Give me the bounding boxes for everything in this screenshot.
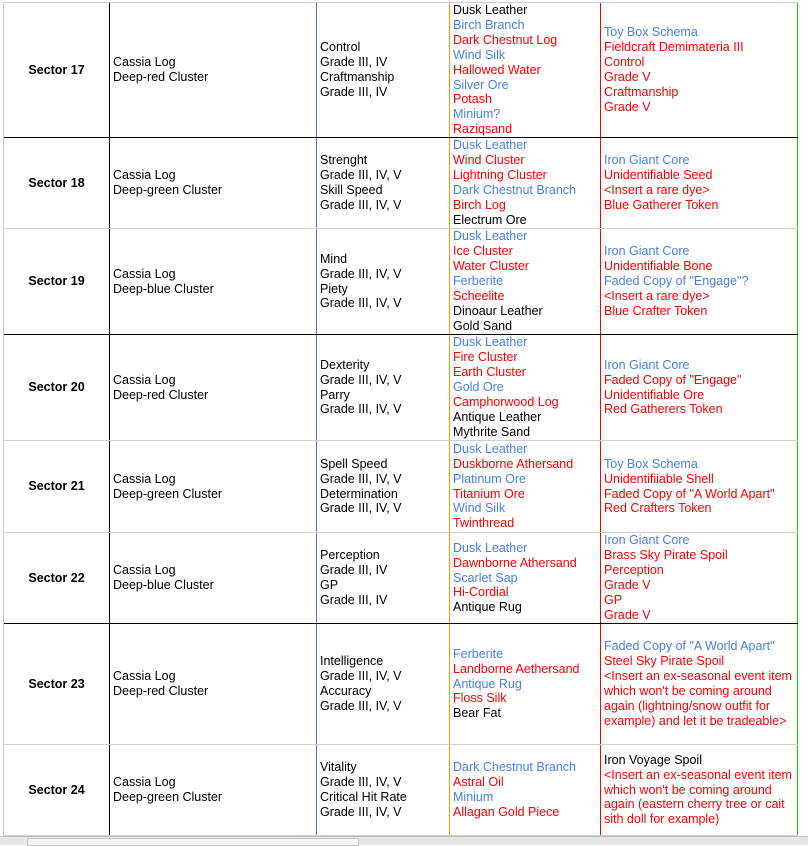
items-line: Camphorwood Log: [453, 394, 559, 409]
rewards-line: Red Gatherers Token: [604, 402, 723, 417]
items-line: Earth Cluster: [453, 365, 526, 380]
materials-line: Deep-green Cluster: [113, 486, 223, 501]
items-line: Raziqsand: [453, 122, 513, 137]
rewards-line: <Insert a rare dye>: [604, 183, 710, 197]
stats-line: Grade III, IV, V: [320, 197, 402, 212]
stats-line: Grade III, IV, V: [320, 402, 402, 417]
rewards-line: Fieldcraft Demimateria III: [604, 40, 744, 55]
items-line: Dusk Leather: [453, 540, 528, 555]
table-row: [4, 138, 798, 229]
scrollbar-thumb[interactable]: [27, 838, 359, 846]
rewards-cell[interactable]: [601, 335, 798, 440]
stats-cell[interactable]: [317, 335, 450, 440]
rewards-line: Grade V: [604, 578, 651, 592]
stats-cell[interactable]: [317, 745, 450, 835]
table-row: [4, 229, 798, 335]
materials-line: Cassia Log: [113, 168, 176, 183]
items-line: Dusk Leather: [453, 138, 528, 153]
stats-line: Mind: [320, 251, 348, 266]
stats-line: Piety: [320, 281, 348, 296]
materials-line: Deep-blue Cluster: [113, 281, 214, 296]
stats-line: Strenght: [320, 153, 368, 168]
materials-line: Cassia Log: [113, 669, 176, 684]
rewards-line: Iron Giant Core: [604, 357, 690, 372]
stats-line: Grade III, IV: [320, 55, 388, 70]
materials-line: Cassia Log: [113, 266, 176, 281]
rewards-line: Unidentifiable Ore: [604, 387, 705, 402]
items-line: Antique Rug: [453, 600, 522, 615]
stats-line: Critical Hit Rate: [320, 790, 407, 804]
items-line: Dusk Leather: [453, 229, 528, 244]
stats-line: Grade III, IV, V: [320, 698, 402, 713]
stats-cell[interactable]: [317, 533, 450, 623]
rewards-line: Control: [604, 55, 645, 70]
items-line: Landborne Aethersand: [453, 661, 580, 676]
sector-cell[interactable]: [4, 335, 110, 440]
items-line: Dark Chestnut Branch: [453, 183, 576, 197]
materials-cell[interactable]: [110, 229, 317, 334]
materials-line: Deep-green Cluster: [113, 790, 223, 804]
table-row: [4, 335, 798, 441]
rewards-line: Grade V: [604, 70, 651, 84]
items-line: Wind Silk: [453, 501, 506, 516]
rewards-line: Unidentifiiable Shell: [604, 471, 714, 486]
rewards-line: Grade V: [604, 607, 651, 622]
rewards-line: Blue Crafter Token: [604, 303, 708, 318]
sector-cell[interactable]: [4, 745, 110, 835]
stats-line: Parry: [320, 387, 350, 402]
items-cell[interactable]: [450, 3, 601, 137]
items-line: Minium: [453, 790, 494, 804]
sector-label: Sector 22: [28, 570, 85, 585]
items-line: Ferberite: [453, 646, 504, 661]
items-cell[interactable]: [450, 441, 601, 532]
rewards-line: Craftmanship: [604, 84, 679, 99]
items-line: Silver Ore: [453, 77, 509, 92]
items-line: Ferberite: [453, 274, 504, 289]
items-line: Floss Silk: [453, 691, 507, 706]
stats-line: Spell Speed: [320, 456, 388, 471]
rewards-line: Toy Box Schema: [604, 456, 698, 471]
materials-cell[interactable]: [110, 624, 317, 744]
table-row: [4, 3, 798, 138]
materials-line: Cassia Log: [113, 563, 176, 578]
items-line: Dusk Leather: [453, 3, 528, 17]
materials-line: Cassia Log: [113, 775, 176, 790]
rewards-line: Red Crafters Token: [604, 501, 712, 516]
stats-line: Grade III, IV, V: [320, 296, 402, 311]
rewards-line: <Insert an ex-seasonal event item which won't be coming around again (lightning/snow outfit for example) and let it be tradeable>: [604, 669, 792, 728]
items-line: Gold Sand: [453, 318, 513, 333]
rewards-cell[interactable]: [601, 441, 798, 532]
stats-line: Determination: [320, 486, 398, 501]
items-cell[interactable]: [450, 335, 601, 440]
rewards-cell[interactable]: [601, 745, 798, 835]
rewards-cell[interactable]: [601, 3, 798, 137]
rewards-cell[interactable]: [601, 533, 798, 623]
stats-line: Grade III, IV, V: [320, 471, 402, 486]
rewards-line: Faded Copy of "Engage"?: [604, 274, 749, 289]
items-line: Wind Silk: [453, 47, 506, 62]
rewards-line: Perception: [604, 563, 664, 578]
items-line: Dark Chestnut Branch: [453, 760, 576, 775]
items-cell[interactable]: [450, 138, 601, 228]
stats-cell[interactable]: [317, 138, 450, 228]
items-cell[interactable]: [450, 745, 601, 835]
items-cell[interactable]: [450, 624, 601, 744]
items-line: Birch Branch: [453, 17, 525, 32]
items-line: Duskborne Athersand: [453, 456, 574, 471]
materials-line: Deep-red Cluster: [113, 387, 209, 402]
rewards-line: Brass Sky Pirate Spoil: [604, 548, 728, 563]
items-line: Twinthread: [453, 516, 515, 531]
rewards-line: Steel Sky Pirate Spoil: [604, 654, 725, 669]
rewards-line: Blue Gatherer Token: [604, 197, 719, 212]
items-line: Gold Ore: [453, 380, 504, 395]
materials-cell[interactable]: [110, 3, 317, 137]
materials-line: Deep-red Cluster: [113, 684, 209, 698]
stats-line: Grade III, IV, V: [320, 669, 402, 684]
items-line: Dark Chestnut Log: [453, 32, 558, 47]
sector-label: Sector 17: [28, 62, 85, 77]
materials-line: Deep-red Cluster: [113, 70, 209, 84]
stats-line: Craftmanship: [320, 70, 395, 84]
sector-cell[interactable]: [4, 441, 110, 532]
table-row: [4, 745, 798, 836]
stats-line: Grade III, IV, V: [320, 804, 402, 819]
stats-line: Accuracy: [320, 684, 372, 698]
stats-cell[interactable]: [317, 229, 450, 334]
stats-line: Grade III, IV, V: [320, 372, 402, 387]
rewards-line: Toy Box Schema: [604, 25, 698, 40]
sector-cell[interactable]: [4, 533, 110, 623]
rewards-line: Iron Voyage Spoil: [604, 752, 702, 767]
items-line: Minium?: [453, 107, 501, 122]
stats-cell[interactable]: [317, 441, 450, 532]
items-line: Water Cluster: [453, 259, 529, 274]
items-line: Birch Log: [453, 197, 506, 212]
stats-line: Grade III, IV, V: [320, 775, 402, 790]
sector-label: Sector 18: [28, 175, 85, 190]
items-line: Titanium Ore: [453, 486, 525, 501]
items-line: Astral Oil: [453, 775, 504, 790]
stats-line: Grade III, IV, V: [320, 501, 402, 516]
stats-line: Intelligence: [320, 654, 384, 669]
table-row: [4, 441, 798, 533]
rewards-line: Faded Copy of "A World Apart": [604, 639, 775, 654]
stats-line: Skill Speed: [320, 183, 383, 197]
spreadsheet-grid: [4, 3, 798, 836]
items-line: Dinoaur Leather: [453, 303, 543, 318]
rewards-cell[interactable]: [601, 138, 798, 228]
table-row: [4, 624, 798, 745]
sector-label: Sector 24: [28, 782, 85, 797]
materials-line: Cassia Log: [113, 372, 176, 387]
rewards-line: GP: [604, 592, 623, 607]
items-line: Dawnborne Athersand: [453, 555, 577, 570]
items-line: Antique Leather: [453, 409, 542, 424]
rewards-line: Faded Copy of "A World Apart": [604, 486, 775, 501]
items-line: Electrum Ore: [453, 212, 527, 227]
materials-line: Deep-green Cluster: [113, 183, 223, 197]
items-line: Mythrite Sand: [453, 424, 531, 439]
stats-cell[interactable]: [317, 3, 450, 137]
items-line: Allagan Gold Piece: [453, 804, 560, 819]
stats-line: GP: [320, 578, 339, 592]
items-line: Scheelite: [453, 288, 505, 303]
stats-line: Grade III, IV: [320, 84, 388, 99]
materials-line: Cassia Log: [113, 55, 176, 70]
items-line: Potash: [453, 92, 492, 107]
stats-line: Grade III, IV: [320, 592, 388, 607]
sector-cell[interactable]: [4, 138, 110, 228]
rewards-cell[interactable]: [601, 624, 798, 744]
rewards-line: <Insert a rare dye>: [604, 288, 710, 303]
rewards-line: Iron Giant Core: [604, 533, 690, 548]
rewards-line: Unidentifiable Seed: [604, 168, 713, 183]
items-line: Scarlet Sap: [453, 570, 518, 585]
materials-line: Deep-blue Cluster: [113, 578, 214, 592]
rewards-line: <Insert an ex-seasonal event item which won't be coming around again (eastern cherry tree or cait sith doll for example): [604, 767, 792, 827]
materials-cell[interactable]: [110, 138, 317, 228]
rewards-line: Iron Giant Core: [604, 244, 690, 259]
items-line: Bear Fat: [453, 706, 501, 721]
items-line: Wind Cluster: [453, 153, 525, 168]
sector-cell[interactable]: [4, 3, 110, 137]
materials-cell[interactable]: [110, 335, 317, 440]
sector-cell[interactable]: [4, 624, 110, 744]
materials-line: Cassia Log: [113, 471, 176, 486]
stats-line: Control: [320, 40, 361, 55]
sector-label: Sector 21: [28, 479, 85, 494]
sector-cell[interactable]: [4, 229, 110, 334]
items-line: Dusk Leather: [453, 335, 528, 350]
materials-cell[interactable]: [110, 745, 317, 835]
rewards-line: Unidentifiable Bone: [604, 259, 713, 274]
rewards-cell[interactable]: [601, 229, 798, 334]
stats-line: Grade III, IV: [320, 563, 388, 578]
items-line: Lightning Cluster: [453, 168, 547, 183]
items-line: Ice Cluster: [453, 244, 513, 259]
items-cell[interactable]: [450, 229, 601, 334]
stats-line: Grade III, IV, V: [320, 266, 402, 281]
items-line: Dusk Leather: [453, 441, 528, 456]
rewards-line: Iron Giant Core: [604, 153, 690, 168]
stats-cell[interactable]: [317, 624, 450, 744]
materials-cell[interactable]: [110, 533, 317, 623]
sector-label: Sector 20: [28, 380, 85, 395]
items-line: Platinum Ore: [453, 471, 526, 486]
materials-cell[interactable]: [110, 441, 317, 532]
items-line: Hallowed Water: [453, 62, 541, 77]
stats-line: Perception: [320, 548, 380, 563]
stats-line: Grade III, IV, V: [320, 168, 402, 183]
rewards-line: Grade V: [604, 99, 651, 114]
items-cell[interactable]: [450, 533, 601, 623]
items-line: Antique Rug: [453, 676, 522, 691]
items-line: Hi-Cordial: [453, 585, 509, 600]
rewards-line: Faded Copy of "Engage": [604, 372, 742, 387]
sector-label: Sector 19: [28, 274, 85, 289]
table-row: [4, 533, 798, 624]
items-line: Fire Cluster: [453, 350, 518, 365]
sector-label: Sector 23: [28, 676, 85, 691]
stats-line: Dexterity: [320, 357, 370, 372]
stats-line: Vitality: [320, 760, 357, 775]
